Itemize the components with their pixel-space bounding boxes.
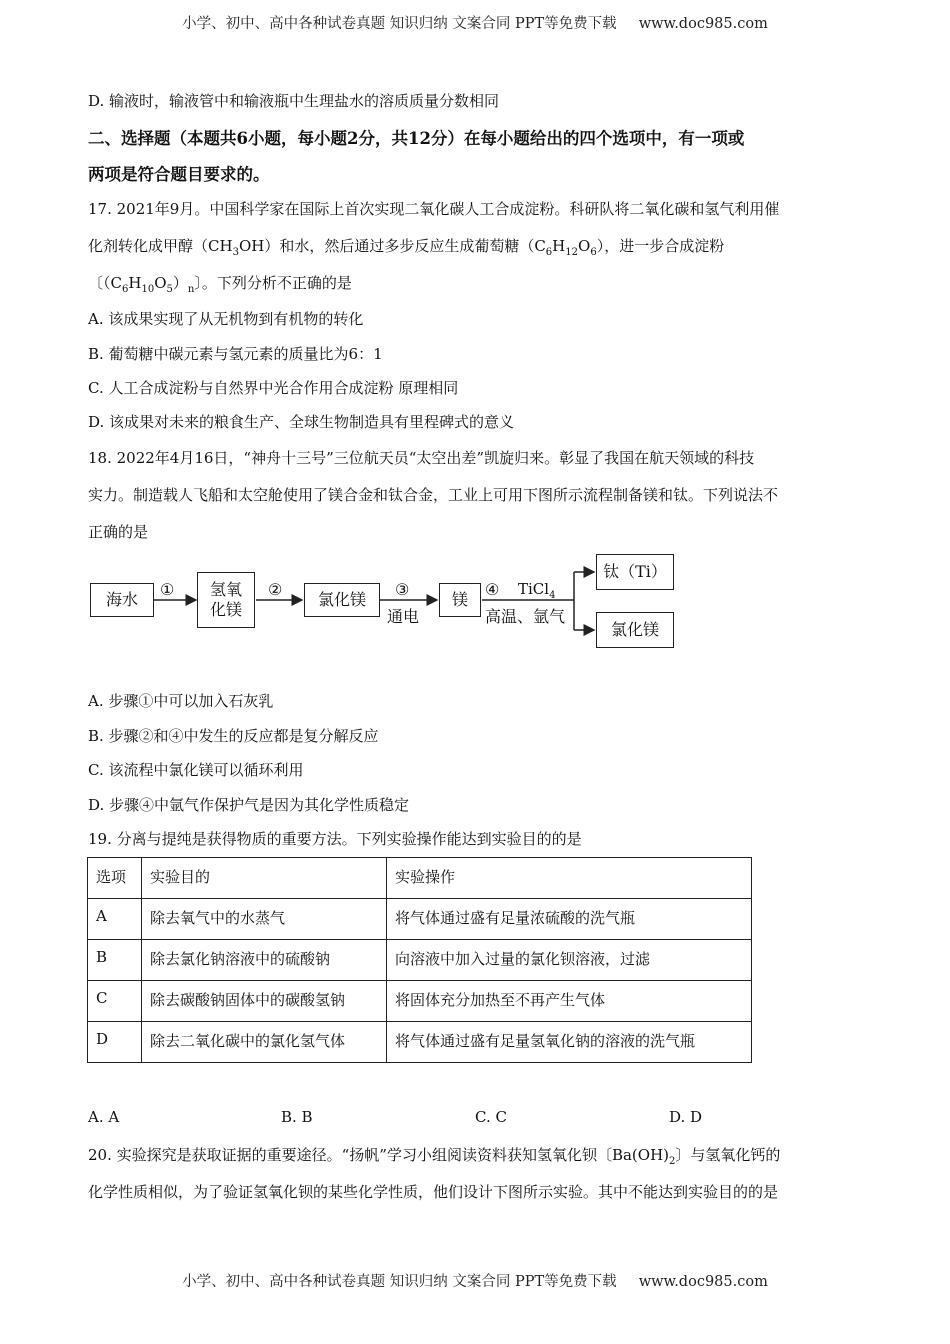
table-row (88, 981, 752, 1022)
table-row (88, 940, 752, 981)
table-cell: 除去氯化钠溶液中的硫酸钠 (142, 940, 387, 981)
q17-text: OH）和水，然后通过多步反应生成葡萄糖（C (238, 237, 546, 255)
q17-text: H (552, 237, 566, 255)
q18-stem-line2: 实力。制造载人飞船和太空舱使用了镁合金和钛合金，工业上可用下图所示流程制备镁和钛。下列说法不 (88, 486, 779, 504)
q19-option-a: A. A (88, 1108, 120, 1126)
q17-stem-line1: 17. 2021年9月。中国科学家在国际上首次实现二氧化碳人工合成淀粉。科研队将二氧化碳和氢气利用催 (88, 200, 780, 218)
table-cell: 向溶液中加入过量的氯化钡溶液，过滤 (387, 940, 752, 981)
q17-text: O (578, 237, 591, 255)
footer-url: www.doc985.com (638, 1274, 768, 1290)
subscript: n (187, 284, 195, 295)
q19-option-d: D. D (669, 1108, 703, 1126)
q18-option-c: C. 该流程中氯化镁可以循环利用 (88, 761, 304, 779)
subscript: 6 (545, 247, 553, 258)
step-4-condition: 高温、氩气 (485, 607, 566, 626)
table-cell: C (88, 981, 142, 1022)
box-seawater: 海水 (90, 583, 154, 617)
q20-text: 〕与氢氧化钙的 (675, 1146, 781, 1164)
q17-text: 〔（C (88, 274, 122, 292)
table-cell: A (88, 899, 142, 940)
q18-stem-line1: 18. 2022年4月16日，“神舟十三号”三位航天员“太空出差”凯旋归来。彰显了我国在航天领域的科技 (88, 449, 755, 467)
step-1-label: ① (160, 580, 175, 599)
q18-option-b: B. 步骤②和④中发生的反应都是复分解反应 (88, 727, 379, 745)
subscript: 5 (166, 284, 173, 295)
q17-text: ），进一步合成淀粉 (596, 237, 725, 255)
q17-option-b: B. 葡萄糖中碳元素与氢元素的质量比为6：1 (88, 345, 383, 363)
table-header-cell: 选项 (88, 858, 142, 899)
table-cell: 将气体通过盛有足量氢氧化钠的溶液的洗气瓶 (387, 1022, 752, 1063)
table-row (88, 899, 752, 940)
table-cell: 除去氧气中的水蒸气 (142, 899, 387, 940)
step-3-label: ③ (395, 580, 410, 599)
table-row (88, 1022, 752, 1063)
footer-text: 小学、初中、高中各种试卷真题 知识归纳 文案合同 PPT等免费下载 (182, 1274, 617, 1290)
section-heading-line1: 二、选择题（本题共6小题，每小题2分，共12分）在每小题给出的四个选项中，有一项或 (88, 129, 745, 148)
section-heading-line2: 两项是符合题目要求的。 (88, 165, 270, 184)
table-cell: 将气体通过盛有足量浓硫酸的洗气瓶 (387, 899, 752, 940)
q17-text: ） (172, 274, 188, 292)
step-4-label: ④ (485, 580, 500, 599)
q16-option-d: D. 输液时，输液管中和输液瓶中生理盐水的溶质质量分数相同 (88, 92, 500, 110)
q20-stem-line1 (88, 1144, 780, 1167)
q19-stem: 19. 分离与提纯是获得物质的重要方法。下列实验操作能达到实验目的的是 (88, 830, 582, 848)
box-magnesium-chloride: 氯化镁 (304, 583, 380, 617)
q18-option-d: D. 步骤④中氩气作保护气是因为其化学性质稳定 (88, 796, 410, 814)
q20-text: 20. 实验探究是获取证据的重要途径。“扬帆”学习小组阅读资料获知氢氧化钡〔Ba(OH) (88, 1146, 670, 1164)
step-2-label: ② (268, 580, 283, 599)
table-header-cell: 实验目的 (142, 858, 387, 899)
subscript: 6 (590, 247, 597, 258)
table-header-row (88, 858, 752, 899)
subscript: 2 (669, 1156, 676, 1167)
table-header-cell: 实验操作 (387, 858, 752, 899)
box-titanium: 钛（Ti） (596, 554, 674, 590)
header-url: www.doc985.com (638, 16, 768, 32)
q20-stem-line2: 化学性质相似，为了验证氢氧化钡的某些化学性质，他们设计下图所示实验。其中不能达到实验目的的是 (88, 1183, 779, 1201)
q17-text: 〕。下列分析不正确的是 (194, 274, 352, 292)
q17-text: 化剂转化成甲醇（CH (88, 237, 233, 255)
q19-option-b: B. B (281, 1108, 313, 1126)
q18-stem-line3: 正确的是 (88, 523, 149, 541)
q17-text: H (128, 274, 142, 292)
page-header (0, 12, 950, 33)
q19-table (87, 857, 752, 1063)
q19-option-c: C. C (475, 1108, 507, 1126)
table-cell: 将固体充分加热至不再产生气体 (387, 981, 752, 1022)
q18-option-a: A. 步骤①中可以加入石灰乳 (88, 692, 274, 710)
subscript: 3 (232, 247, 239, 258)
page-footer (0, 1270, 950, 1291)
box-magnesium: 镁 (439, 583, 481, 617)
table-cell: B (88, 940, 142, 981)
q17-stem-line3 (88, 272, 352, 295)
q17-stem-line2 (88, 235, 724, 258)
subscript: 10 (141, 284, 155, 295)
q17-option-d: D. 该成果对未来的粮食生产、全球生物制造具有里程碑式的意义 (88, 413, 515, 431)
box-magnesium-chloride-output: 氯化镁 (596, 612, 674, 648)
q17-option-a: A. 该成果实现了从无机物到有机物的转化 (88, 310, 364, 328)
box-text: 化镁 (209, 600, 242, 619)
subscript: 12 (565, 247, 578, 258)
reagent-text: TiCl (518, 580, 550, 598)
q17-text: O (154, 274, 167, 292)
box-magnesium-hydroxide (197, 572, 255, 628)
header-text: 小学、初中、高中各种试卷真题 知识归纳 文案合同 PPT等免费下载 (182, 16, 617, 32)
step-4-reagent (518, 580, 555, 601)
subscript: 4 (549, 590, 556, 601)
table-cell: 除去碳酸钠固体中的碳酸氢钠 (142, 981, 387, 1022)
process-flow-diagram (90, 548, 710, 660)
table-cell: D (88, 1022, 142, 1063)
subscript: 6 (121, 284, 129, 295)
box-text: 氢氧 (209, 580, 242, 599)
step-3-condition: 通电 (387, 607, 420, 626)
table-cell: 除去二氧化碳中的氯化氢气体 (142, 1022, 387, 1063)
q17-option-c: C. 人工合成淀粉与自然界中光合作用合成淀粉 原理相同 (88, 379, 459, 397)
